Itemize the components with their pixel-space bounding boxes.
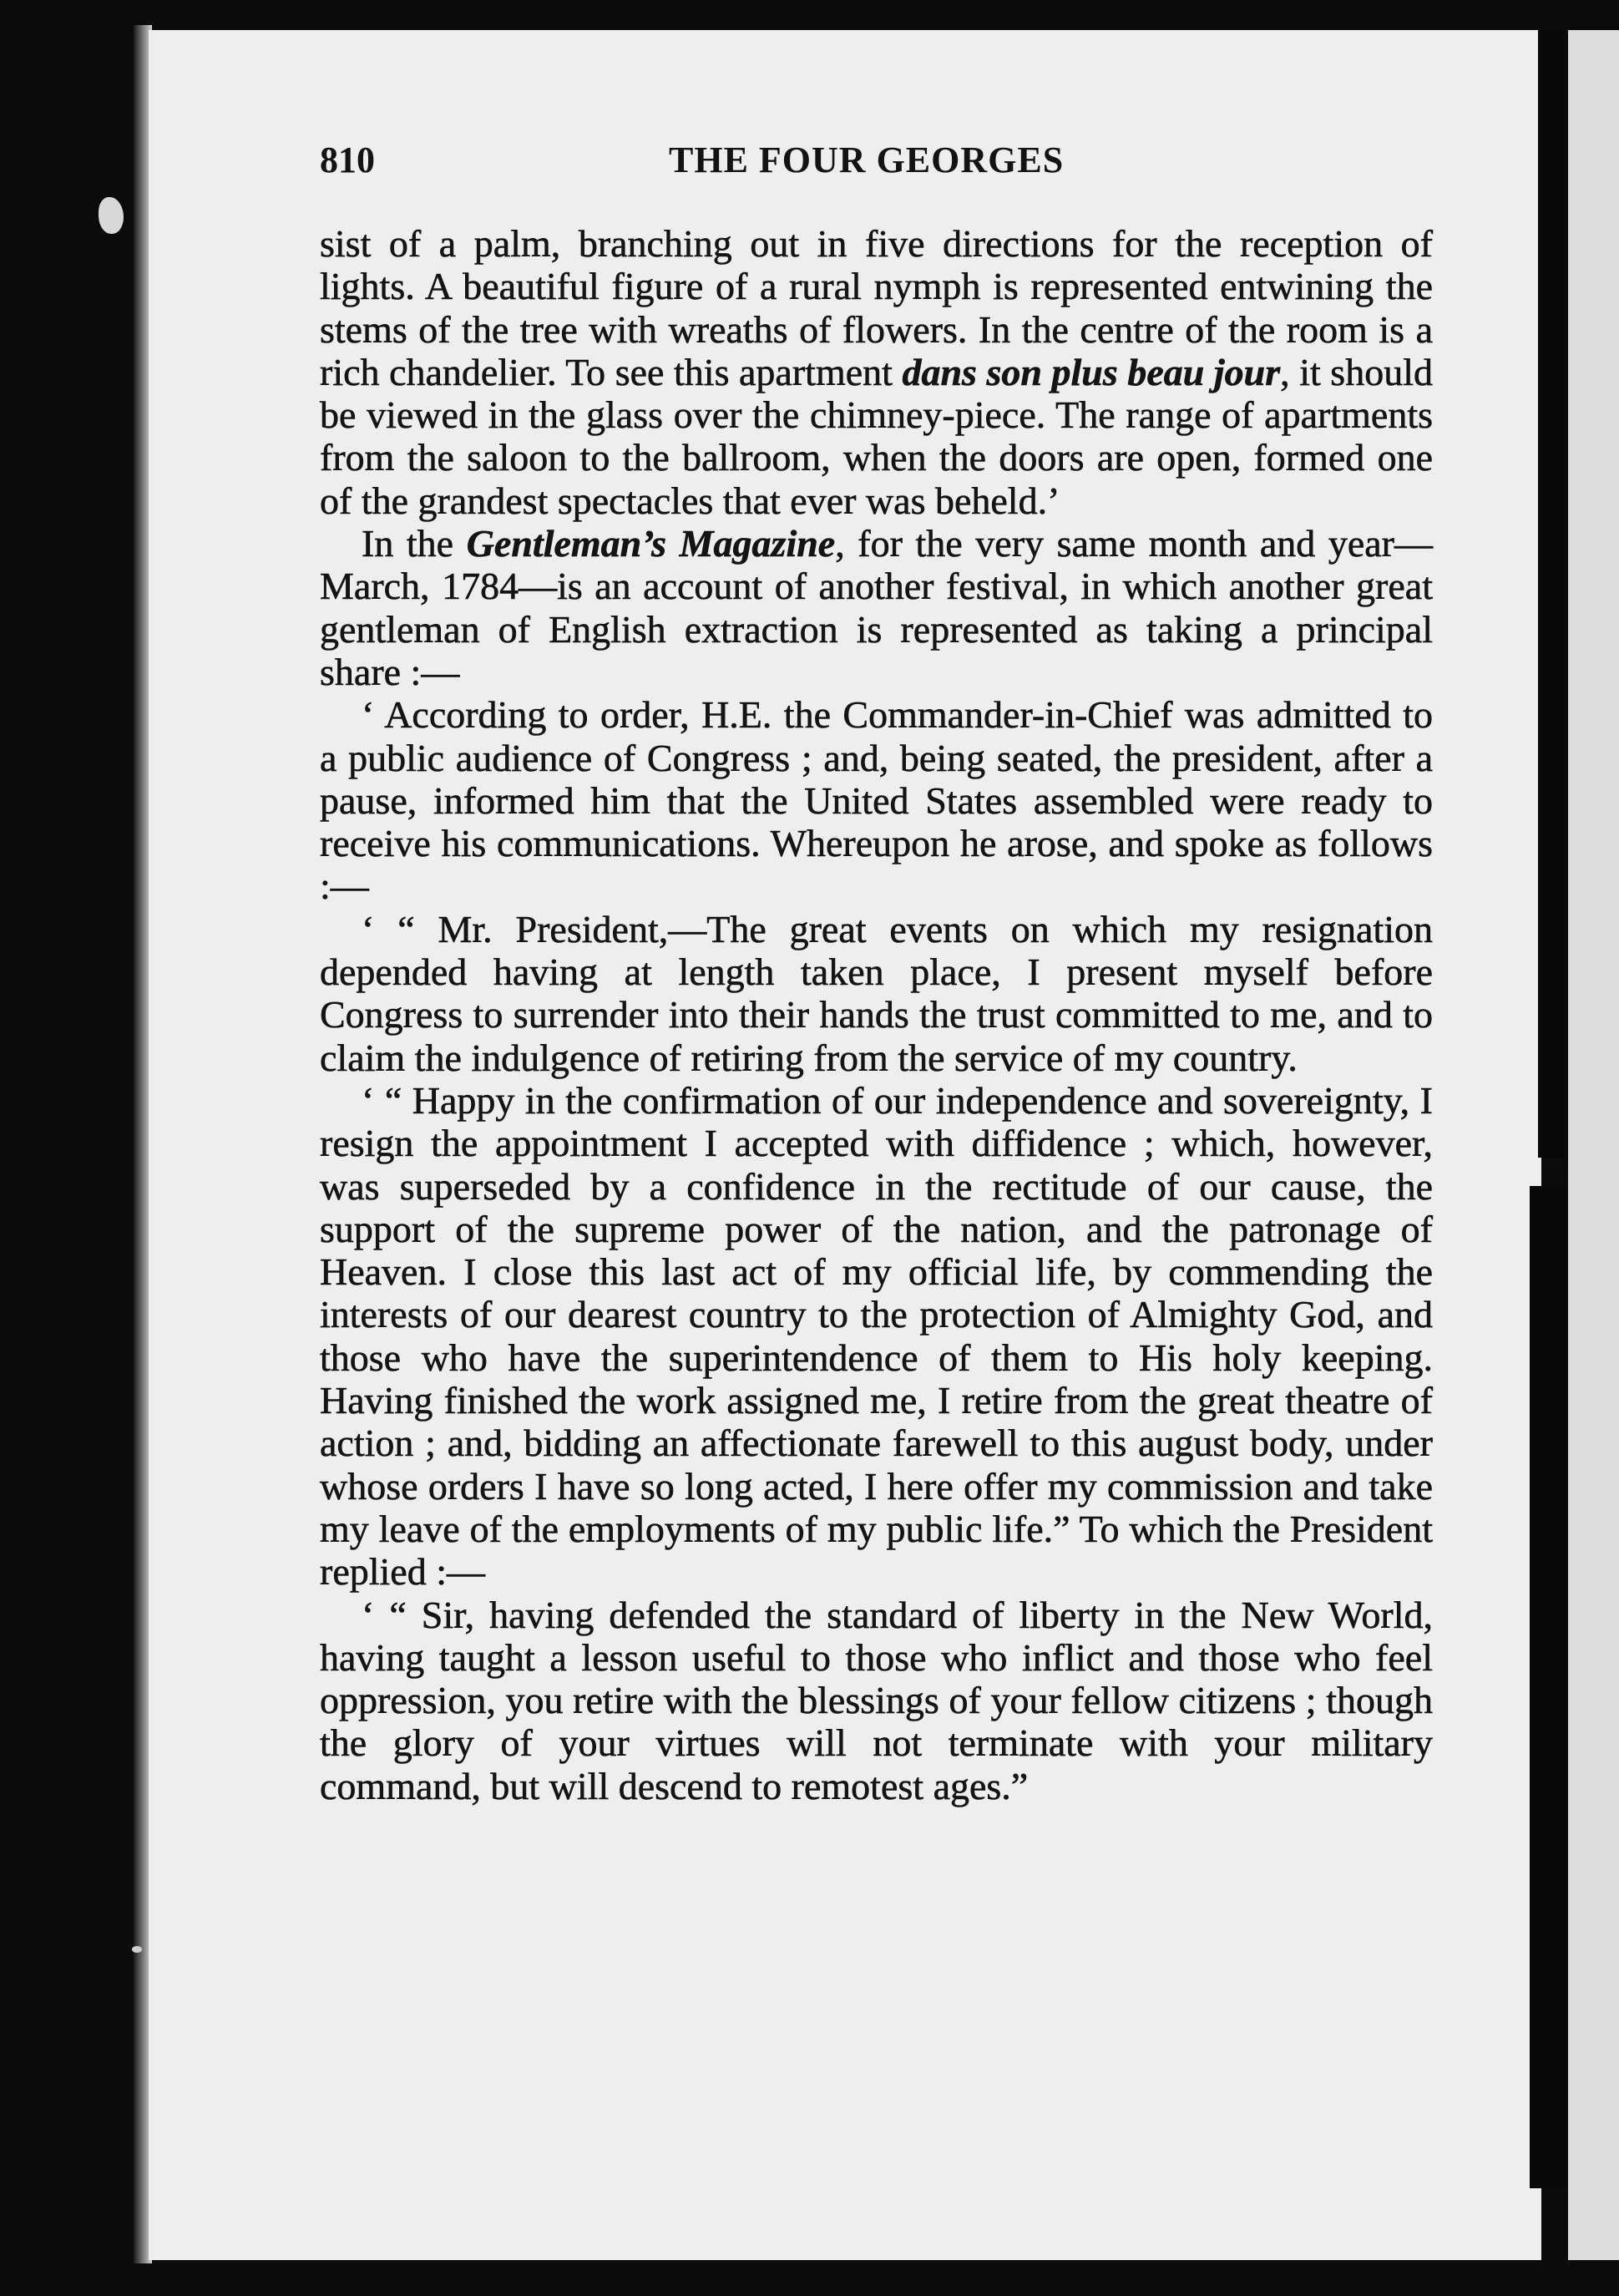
paragraph — [320, 693, 1433, 907]
text-run: In the — [362, 522, 467, 565]
paragraph — [320, 222, 1433, 522]
paragraph — [320, 1079, 1433, 1594]
text-run: sist of a palm, branching out in five directions for the reception of lights. A beautiful figure of a rural nymph is represented entwining the stems of the tree with wreaths of flowers. In the centre of the room is a rich chandelier. To see this apartment — [320, 222, 1433, 393]
paragraph — [320, 908, 1433, 1079]
italic-phrase: Gentleman’s Magazine — [466, 522, 836, 565]
running-head: THE FOUR GEORGES — [669, 139, 1065, 180]
scan-artifact — [99, 197, 124, 234]
italic-phrase: dans son plus beau jour — [902, 350, 1281, 393]
scan-artifact — [132, 1946, 142, 1953]
page-number: 810 — [320, 139, 375, 180]
facing-page-edge — [1568, 30, 1619, 2260]
text-run: ‘ “ Mr. President,—The great events on which my resignation depended having at length taken place, I present myself before Congress to surrender into their hands the trust committed to me, and to claim the indulgence of retiring from the service of my country. — [320, 907, 1433, 1079]
text-run: ‘ “ Happy in the confirmation of our independence and sovereignty, I resign the appointment I accepted with diffidence ; which, however, was superseded by a confidence in the rectitude of our cause, the support of the supreme power of the nation, and the patronage of Heaven. I close this last act of my official life, by commending the interests of our dearest country to the protection of Almighty God, and those who have the superintendence of them to His holy keeping. Having finished the work assigned me, I retire from the great theatre of action ; and, bidding an affectionate farewell to this august body, under whose orders I have so long acted, I here offer my commission and take my leave of the employments of my public life.” To which the President replied :— — [320, 1078, 1433, 1594]
page-header — [320, 139, 1443, 189]
paragraph — [320, 1594, 1433, 1807]
text-run: ‘ “ Sir, having defended the standard of liberty in the New World, having taught a lesson useful to those who inflict and those who feel oppression, you retire with the blessings of your fellow citizens ; though the glory of your virtues will not terminate with your military command, but will descend to remotest ages.” — [320, 1593, 1433, 1807]
paragraph — [320, 522, 1433, 693]
binding-shadow-lower — [1530, 1186, 1566, 2188]
binding-shadow-upper — [1538, 30, 1565, 1158]
text-run: , for the very same month and year—March, 1784—is an account of another festival, in which another great gentleman of English extraction is represented as taking a principal share :— — [320, 522, 1434, 693]
body-text — [320, 222, 1433, 1807]
text-run: ‘ According to order, H.E. the Commander-in-Chief was admitted to a public audience of Congress ; and, being seated, the president, after a pause, informed him that the United States assembled were ready to receive his communications. Whereupon he arose, and spoke as follows :— — [320, 693, 1433, 908]
text-run: , it should be viewed in the glass over the chimney-piece. The range of apartments from the saloon to the ballroom, when the doors are open, formed one of the grandest spectacles that ever was beheld.’ — [320, 350, 1433, 522]
